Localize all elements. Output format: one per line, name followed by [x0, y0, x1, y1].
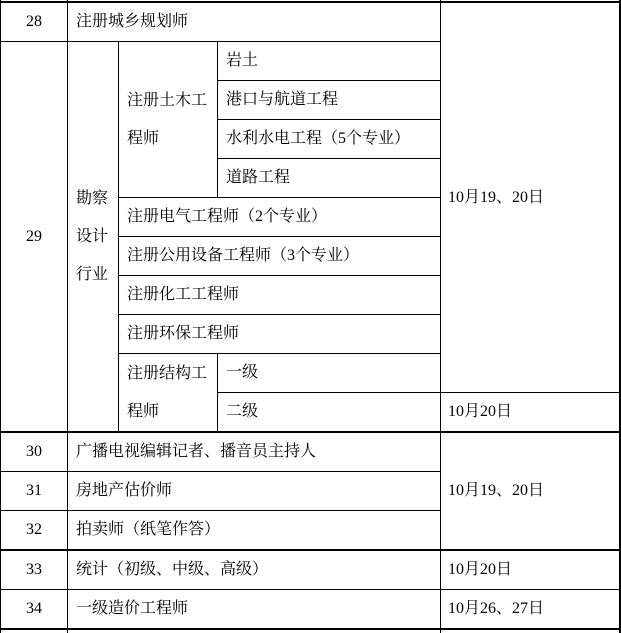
exam-date-cell: 10月20日	[441, 550, 620, 590]
cutoff-cell	[441, 629, 620, 633]
qualification-cell: 注册环保工程师	[119, 315, 441, 354]
qualification-cell: 注册土木工程师	[119, 42, 218, 198]
qualification-cell: 注册电气工程师（2个专业）	[119, 198, 441, 237]
row-number-cell: 33	[1, 550, 68, 590]
row-number-cell: 34	[1, 590, 68, 630]
table-row	[1, 432, 620, 472]
row-number-cell: 28	[1, 2, 68, 42]
table-row	[1, 2, 620, 42]
exam-date-cell: 10月20日	[441, 393, 620, 433]
exam-date-cell: 10月19、20日	[441, 2, 620, 393]
exam-name-cell: 注册城乡规划师	[68, 2, 441, 42]
level-cell: 一级	[218, 354, 441, 393]
exam-name-cell: 拍卖师（纸笔作答）	[68, 511, 441, 551]
table-row	[1, 590, 620, 630]
specialty-cell: 道路工程	[218, 159, 441, 198]
level-cell: 二级	[218, 393, 441, 433]
qualification-cell: 注册化工工程师	[119, 276, 441, 315]
cutoff-cell	[68, 629, 441, 633]
exam-date-cell: 10月19、20日	[441, 432, 620, 550]
exam-name-cell: 统计（初级、中级、高级）	[68, 550, 441, 590]
specialty-cell: 岩土	[218, 42, 441, 81]
qualification-cell: 注册公用设备工程师（3个专业）	[119, 237, 441, 276]
exam-name-cell: 房地产估价师	[68, 472, 441, 511]
industry-cell: 勘察设计行业	[68, 42, 119, 433]
cutoff-row-bottom	[1, 629, 620, 633]
exam-name-cell: 广播电视编辑记者、播音员主持人	[68, 432, 441, 472]
qualification-cell: 注册结构工程师	[119, 354, 218, 433]
specialty-cell: 水利水电工程（5个专业）	[218, 120, 441, 159]
row-number-cell: 29	[1, 42, 68, 433]
exam-name-cell: 一级造价工程师	[68, 590, 441, 630]
row-number-cell: 32	[1, 511, 68, 551]
exam-date-cell: 10月26、27日	[441, 590, 620, 630]
specialty-cell: 港口与航道工程	[218, 81, 441, 120]
cutoff-cell	[1, 629, 68, 633]
table-row	[1, 550, 620, 590]
row-number-cell: 31	[1, 472, 68, 511]
row-number-cell: 30	[1, 432, 68, 472]
